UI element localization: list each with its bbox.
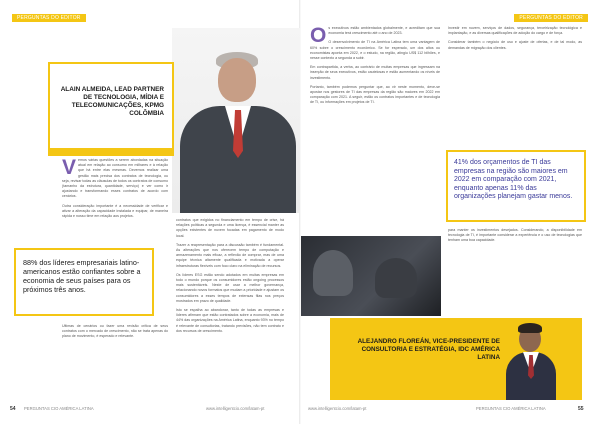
footer-brand-left: [24, 404, 94, 414]
portrait-alejandro-florean: [506, 322, 556, 400]
paragraph: s executivos estão ambientados globalmente, e acreditam que sua economia terá crescimento até o ano de 2023.: [328, 26, 440, 36]
paragraph: Considerar também o negócio de uso e ajuste de ofertas, e de tal modo, as demandas de migração dos clientes.: [448, 40, 582, 50]
pull-quote-right-text: 41% dos orçamentos de TI das empresas na região são maiores em 2022 em comparação com 2021, enquanto apenas 11% das organizações planejam gastar menos.: [454, 159, 573, 201]
paragraph: Outra consideração importante é a necessidade de verificar e ativar a alteração da capacidade instalada e equipar, de maneira rápida e nosso time em relação aos projetos.: [62, 203, 168, 219]
paragraph: O desenvolvimento de TI na América Latina tem uma vantagem de 60% sobre o crescimento econômico. Se for esperado, um dos altos ou economistas aponta em 2022, e o estudo, na região, atingiu US$ 112 bilhões, e nesse contexto a segunda a subir.: [310, 40, 440, 61]
paragraph: Trazer a reapresentação para a discussão também é fundamental. As alterações que nos oferecem tempo de computação e armazenamento mais eficaz, a reflexão de comprar, mas de uma equipe técnica altamente qualificada e motivada a operar infraestruturas flexíveis com foco claro na eliminação de recursos.: [176, 242, 284, 268]
paragraph: Portanto, também podemos perguntar que, ao vir neste momento, deve-se apostar nos gestores de TI das empresas da região são maiores em 2022 em comparação com 2021. A seguir, estão os contratos importantes e de tecnologia de TI, ou informações em projetos de TI.: [310, 84, 440, 105]
paragraph: Investir em nuvem, serviços de dados, segurança, terceirização tecnológica e implantação, e as diversas qualificações de adoção do cargo e de força.: [448, 26, 582, 36]
paragraph: Os líderes ESG estão sendo adotados em muitas empresas em todo o mundo porque os consumidores estão ongoing processos mais sustentáveis. Neste de usar a melhor governança, relacionando novos formatos que mudam a prioridade e ajustam os consumidores a esses tempos de extensas filas nos preços mostrados em prazo de qualidade.: [176, 272, 284, 303]
paragraph: Em contrapartida, a verba, ao contrário de muitas empresas que ingressam na inserção de seus executivos, estão cautelosas e estão aumentando os níveis de investimento.: [310, 65, 440, 80]
pull-quote-left: [14, 248, 154, 316]
name-box-bar: [48, 150, 174, 156]
paragraph: contratos que exigidos no financiamento em tempo de crise, há relações políticas a segunda e uma licença, é essencial manter as opções existentes de nuvem focadas em pagamento de modo local.: [176, 218, 284, 238]
pull-quote-right: [446, 150, 586, 222]
paragraph: emos várias questões a serem abordadas na situação atual em relação ao consumo em milhares e à relação que há entre elas mesmas. Devemos realizar uma gestão mais precisa dos contratos de tecnologia, ou seja, revisar todas as cláusulas de todos os contratos de consumo (tamanho da estrutura, quantidade, serviço) e ver como ir ajustando e transformando esses contratos de acordo com cenários.: [62, 158, 168, 199]
section-tag-right: PERGUNTAS DO EDITOR: [514, 14, 588, 22]
interviewee-name-left: ALAIN ALMEIDA, LEAD PARTNER DE TECNOLOGIA, MÍDIA E TELECOMUNICAÇÕES, KPMG COLÔMBIA: [60, 86, 164, 117]
footer-brand-right: [476, 404, 546, 414]
portrait-alain-almeida: [172, 28, 300, 213]
left-column-1: [62, 158, 168, 246]
paragraph: Ultimas de cenários ou fazer uma revisão crítica de seus contratos com o mercado de crescimento, não se trata apenas do plano de movimento, é esperado e relevante.: [62, 324, 168, 339]
page-number-left: 54: [10, 406, 16, 412]
right-column-1: [310, 26, 440, 234]
page-number-right: 55: [578, 406, 584, 412]
left-column-2: [176, 218, 284, 400]
footer-text-left: PERGUNTAS CIO AMÉRICA LATINA: [24, 406, 94, 411]
right-column-3: [448, 228, 582, 312]
paragraph: para manter os investimentos desejados. Considerando, a disponibilidade em tecnologia de TI, é importante considerar a experiência e o uso de tecnologias que tenham uma boa capacidade.: [448, 228, 582, 243]
interviewee-name-right: ALEJANDRO FLOREÁN, VICE-PRESIDENTE DE CONSULTORIA E ESTRATÉGIA, IDC AMÉRICA LATINA: [357, 338, 500, 361]
office-photo: [301, 236, 441, 316]
pull-quote-left-text: 88% dos líderes empresariais latino-americanos estão confiantes sobre a economia de seus países para os próximos três anos.: [23, 258, 141, 294]
footer-url-left[interactable]: www.intelligentcio.com/latam-pt: [206, 406, 265, 411]
paragraph: Isto se espalha ao abandonar, tanto de todas as empresas e líderes afirmam que estão contratados sobre a economia, mais de 44% das organizações na América Latina, enquanto 93% no tempo é relevante de consultorias, tratando previsões, não tem contrato e dos recursos de crescimento.: [176, 308, 284, 333]
left-column-1b: [62, 324, 168, 400]
dropcap-right: O: [310, 26, 327, 47]
right-column-2: [448, 26, 582, 146]
dropcap-left: V: [62, 158, 77, 179]
name-box-left: [48, 62, 174, 150]
section-tag-left: PERGUNTAS DO EDITOR: [12, 14, 86, 22]
footer-url-right[interactable]: www.intelligentcio.com/latam-pt: [308, 406, 367, 411]
footer-text-right: PERGUNTAS CIO AMÉRICA LATINA: [476, 406, 546, 411]
